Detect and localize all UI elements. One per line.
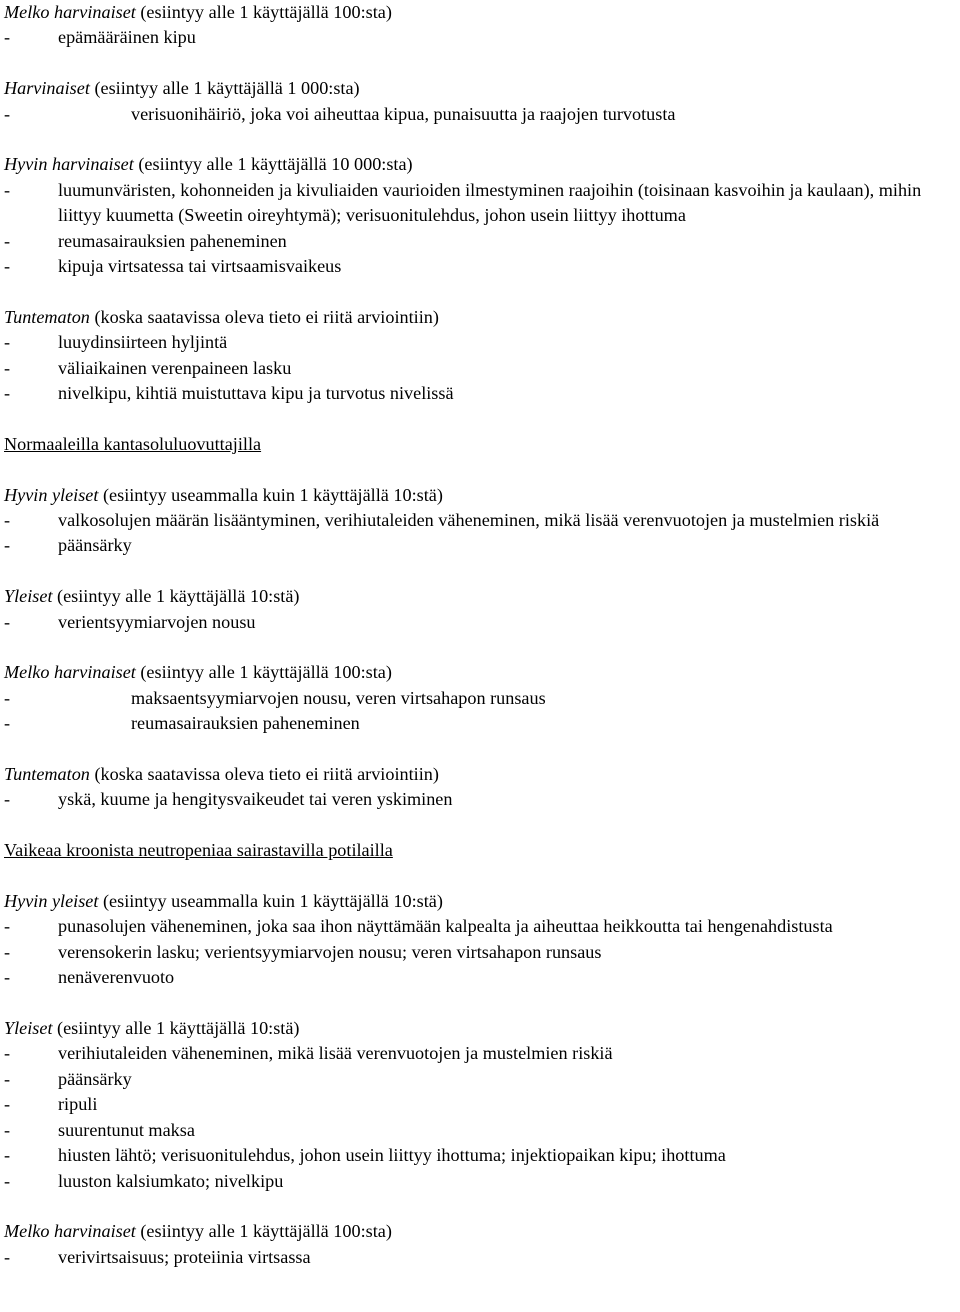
dash-bullet: - [4,611,11,632]
dash-bullet: - [4,535,11,556]
dash-bullet: - [4,1170,11,1191]
dash-bullet: - [4,179,11,200]
list-item [4,1169,956,1194]
list-item-text: väliaikainen verenpaineen lasku [58,357,292,378]
frequency-term: Melko harvinaiset [4,662,136,683]
list-item [4,1245,956,1270]
list-item-text: verivirtsaisuus; proteiinia virtsassa [58,1246,311,1267]
frequency-term: Harvinaiset [4,78,90,99]
frequency-group [4,1016,956,1194]
dash-bullet: - [4,1119,11,1140]
list-item-text: luuydinsiirteen hyljintä [58,332,228,353]
frequency-term: Tuntematon [4,764,90,785]
list-item [4,330,956,355]
list-item-text: suurentunut maksa [58,1119,195,1140]
frequency-description: (esiintyy alle 1 käyttäjällä 100:sta) [135,2,392,22]
dash-bullet: - [4,357,11,378]
frequency-group [4,483,956,559]
frequency-term: Hyvin harvinaiset [4,154,134,175]
list-item-text: verensokerin lasku; verientsyymiarvojen nousu; veren virtsahapon runsaus [58,941,602,962]
frequency-description: (esiintyy alle 1 käyttäjällä 10:stä) [52,586,300,607]
list-item-text: luuston kalsiumkato; nivelkipu [58,1170,284,1191]
frequency-description: (esiintyy alle 1 käyttäjällä 100:sta) [135,662,392,683]
list-item [4,356,956,381]
dash-bullet: - [4,1145,11,1166]
frequency-header [4,660,956,685]
list-item-text: päänsärky [58,535,132,556]
list-item [4,381,956,406]
list-item [4,610,956,635]
dash-bullet: - [4,789,11,810]
list-item [4,686,956,711]
list-item [4,787,956,812]
list-item-text: punasolujen väheneminen, joka saa ihon näyttämään kalpealta ja aiheuttaa heikkoutta tai hengenahdistusta [58,916,833,937]
dash-bullet: - [4,967,11,988]
frequency-group [4,660,956,736]
list-item-text: reumasairauksien paheneminen [131,713,360,734]
list-item [4,1041,956,1066]
list-item-text: maksaentsyymiarvojen nousu, veren virtsahapon runsaus [131,687,546,708]
frequency-header [4,305,956,330]
frequency-header [4,889,956,914]
frequency-header [4,762,956,787]
list-item [4,533,956,558]
frequency-header [4,0,956,25]
list-item [4,178,956,229]
list-item-text: reumasairauksien paheneminen [58,230,287,251]
frequency-group [4,1219,956,1270]
list-item [4,1143,956,1168]
frequency-description: (esiintyy useammalla kuin 1 käyttäjällä 10:stä) [98,484,443,505]
list-item [4,25,956,50]
dash-bullet: - [4,230,11,251]
list-item-text: nenäverenvuoto [58,967,175,988]
list-item [4,711,956,736]
list-item-text: valkosolujen määrän lisääntyminen, verihiutaleiden väheneminen, mikä lisää verenvuotojen ja mustelmien riskiä [58,510,880,531]
dash-bullet: - [4,941,11,962]
dash-bullet: - [4,1246,11,1267]
list-item [4,940,956,965]
frequency-group [4,762,956,813]
frequency-description: (esiintyy alle 1 käyttäjällä 1 000:sta) [89,78,360,99]
frequency-term: Tuntematon [4,306,90,327]
list-item [4,254,956,279]
list-item [4,508,956,533]
frequency-description: (koska saatavissa oleva tieto ei riitä arviointiin) [89,764,439,785]
frequency-group [4,152,956,279]
frequency-description: (esiintyy alle 1 käyttäjällä 100:sta) [135,1221,392,1242]
list-item-text: ripuli [58,1094,98,1115]
frequency-header [4,483,956,508]
frequency-header [4,76,956,101]
list-item-text: yskä, kuume ja hengitysvaikeudet tai veren yskiminen [58,789,453,810]
frequency-description: (esiintyy alle 1 käyttäjällä 10 000:sta) [133,154,413,175]
dash-bullet: - [4,1094,11,1115]
list-item [4,965,956,990]
section-heading: Normaaleilla kantasoluluovuttajilla [4,433,262,454]
list-item-text: hiusten lähtö; verisuonitulehdus, johon usein liittyy ihottuma; injektiopaikan kipu; ihottuma [58,1145,726,1166]
dash-bullet: - [4,916,11,937]
frequency-group [4,76,956,127]
list-item-text: luumunväristen, kohonneiden ja kivuliaiden vaurioiden ilmestyminen raajoihin (toisinaan kasvoihin ja kaulaan), mihin liittyy kuumetta (Sweetin oireyhtymä); verisuonitulehdus, johon usein liittyy ihottuma [58,179,922,226]
dash-bullet: - [4,687,11,708]
dash-bullet: - [4,256,11,277]
frequency-term: Melko harvinaiset [4,1221,136,1242]
dash-bullet: - [4,383,11,404]
frequency-term: Melko harvinaiset [4,2,136,22]
list-item-text: epämääräinen kipu [58,27,196,48]
list-item-text: päänsärky [58,1068,132,1089]
list-item-text: nivelkipu, kihtiä muistuttava kipu ja turvotus nivelissä [58,383,454,404]
frequency-description: (esiintyy useammalla kuin 1 käyttäjällä 10:stä) [98,891,443,912]
dash-bullet: - [4,332,11,353]
list-item-text: verisuonihäiriö, joka voi aiheuttaa kipua, punaisuutta ja raajojen turvotusta [131,103,676,124]
frequency-group [4,584,956,635]
list-item-text: verihiutaleiden väheneminen, mikä lisää verenvuotojen ja mustelmien riskiä [58,1043,613,1064]
dash-bullet: - [4,103,11,124]
section-heading: Vaikeaa kroonista neutropeniaa sairastavilla potilailla [4,840,393,861]
frequency-header [4,152,956,177]
list-item [4,1067,956,1092]
list-item-text: verientsyymiarvojen nousu [58,611,256,632]
frequency-group [4,305,956,407]
list-item [4,914,956,939]
dash-bullet: - [4,1043,11,1064]
frequency-term: Yleiset [4,586,53,607]
list-item [4,1118,956,1143]
list-item [4,102,956,127]
dash-bullet: - [4,510,11,531]
frequency-term: Yleiset [4,1018,53,1039]
list-item [4,229,956,254]
dash-bullet: - [4,27,11,48]
frequency-term: Hyvin yleiset [4,484,99,505]
frequency-group [4,889,956,991]
dash-bullet: - [4,1068,11,1089]
dash-bullet: - [4,713,11,734]
frequency-group [4,0,956,51]
frequency-header [4,1219,956,1244]
frequency-description: (koska saatavissa oleva tieto ei riitä arviointiin) [89,306,439,327]
frequency-term: Hyvin yleiset [4,891,99,912]
frequency-header [4,584,956,609]
list-item-text: kipuja virtsatessa tai virtsaamisvaikeus [58,256,342,277]
frequency-description: (esiintyy alle 1 käyttäjällä 10:stä) [52,1018,300,1039]
frequency-header [4,1016,956,1041]
list-item [4,1092,956,1117]
